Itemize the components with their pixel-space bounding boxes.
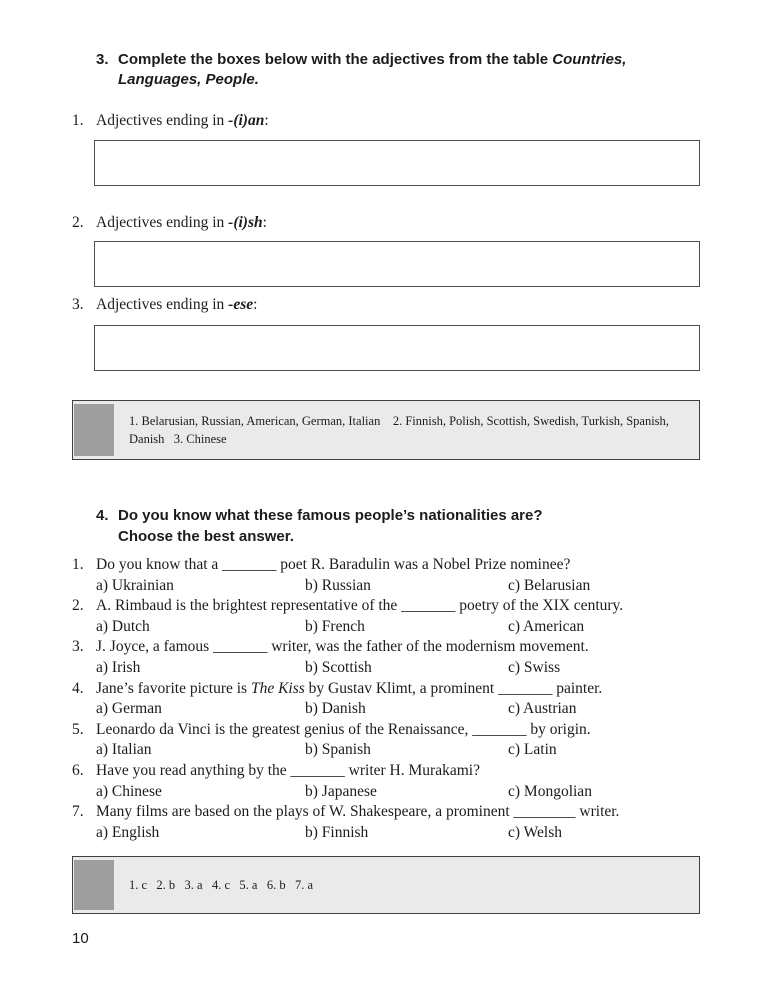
question-number: 4.: [72, 679, 84, 697]
question-number: 2.: [72, 597, 84, 615]
item-label: Adjectives ending in -ese:: [96, 296, 258, 313]
answer-key-text: 1. Belarusian, Russian, American, German, Italian 2. Finnish, Polish, Scottish, Swedish, Turkish, Spanish, Danish 3. Chinese: [129, 414, 673, 446]
suffix-ian: -(i)an: [228, 112, 265, 129]
option-c: c) Belarusian: [508, 576, 591, 594]
exercise-4-heading-line1: Do you know what these famous people’s nationalities are?: [118, 507, 543, 524]
question-options: [96, 658, 700, 679]
question-1: [72, 555, 700, 596]
option-a: a) Italian: [96, 741, 152, 759]
question-5: [72, 720, 700, 761]
exercise-4-heading: [96, 505, 688, 547]
option-c: c) Austrian: [508, 700, 577, 718]
option-a: a) Ukrainian: [96, 576, 174, 594]
option-a: a) English: [96, 823, 160, 841]
option-c: c) American: [508, 617, 585, 635]
question-3: [72, 637, 700, 678]
option-b: b) Finnish: [305, 823, 369, 841]
question-number: 1.: [72, 556, 84, 573]
question-options: [96, 699, 700, 720]
ex3-item-1: [72, 110, 700, 131]
exercise-3-heading-italic: Countries, Languages, People.: [118, 51, 627, 88]
question-options: [96, 617, 700, 638]
question-options: [96, 782, 700, 803]
fill-box-1: [94, 140, 700, 186]
item-number: 3.: [72, 296, 84, 313]
ex3-item-2: [72, 212, 700, 233]
question-options: [96, 740, 700, 761]
question-6: [72, 761, 700, 802]
item-number: 1.: [72, 112, 84, 129]
item-number: 2.: [72, 214, 84, 231]
exercise-3-heading-text: Complete the boxes below with the adjectives from the table: [118, 51, 549, 68]
option-a: a) Dutch: [96, 617, 150, 635]
option-b: b) Russian: [305, 576, 371, 594]
question-text: Leonardo da Vinci is the greatest genius of the Renaissance, _______ by origin.: [96, 720, 591, 738]
option-c: c) Swiss: [508, 658, 561, 676]
question-text: Jane’s favorite picture is The Kiss by Gustav Klimt, a prominent _______ painter.: [96, 679, 603, 697]
question-number: 3.: [72, 638, 84, 656]
ex3-item-3: [72, 294, 700, 315]
exercise-4-heading-line2: Choose the best answer.: [118, 528, 294, 545]
question-number: 5.: [72, 720, 84, 738]
option-a: a) Irish: [96, 658, 141, 676]
fill-box-2: [94, 241, 700, 287]
option-b: b) Danish: [305, 700, 366, 718]
question-text: J. Joyce, a famous _______ writer, was the father of the modernism movement.: [96, 638, 589, 656]
exercise-4-number: 4.: [96, 507, 109, 524]
question-text: Have you read anything by the _______ writer H. Murakami?: [96, 761, 480, 779]
suffix-ese: -ese: [228, 296, 254, 313]
answer-key-tab: [74, 860, 114, 910]
question-number: 6.: [72, 761, 84, 779]
fill-box-3: [94, 325, 700, 371]
option-b: b) Spanish: [305, 741, 371, 759]
question-text: A. Rimbaud is the brightest representative of the _______ poetry of the XIX century.: [96, 597, 624, 615]
question-options: [96, 823, 700, 844]
option-c: c) Latin: [508, 741, 557, 759]
option-b: b) French: [305, 617, 365, 635]
option-c: c) Mongolian: [508, 782, 592, 800]
answer-key-tab: [74, 404, 114, 456]
exercise-3-number: 3.: [96, 51, 109, 68]
option-a: a) German: [96, 700, 162, 718]
answer-key-text: 1. c 2. b 3. a 4. c 5. a 6. b 7. a: [129, 878, 313, 893]
option-c: c) Welsh: [508, 823, 562, 841]
item-label: Adjectives ending in -(i)an:: [96, 112, 269, 129]
question-text: Many films are based on the plays of W. Shakespeare, a prominent ________ writer.: [96, 803, 620, 821]
option-b: b) Scottish: [305, 658, 372, 676]
question-2: [72, 596, 700, 637]
question-number: 7.: [72, 803, 84, 821]
answer-key-box-ex3: [72, 400, 700, 460]
option-b: b) Japanese: [305, 782, 377, 800]
question-7: [72, 802, 700, 843]
exercise-3-heading: [96, 50, 688, 90]
question-list: [72, 555, 700, 843]
item-label: Adjectives ending in -(i)sh:: [96, 214, 267, 231]
option-a: a) Chinese: [96, 782, 162, 800]
page-number: 10: [72, 930, 89, 948]
question-text: Do you know that a _______ poet R. Baradulin was a Nobel Prize nominee?: [96, 556, 571, 573]
question-options: [96, 576, 700, 597]
answer-key-box-ex4: [72, 856, 700, 914]
suffix-ish: -(i)sh: [228, 214, 263, 231]
question-4: [72, 679, 700, 720]
